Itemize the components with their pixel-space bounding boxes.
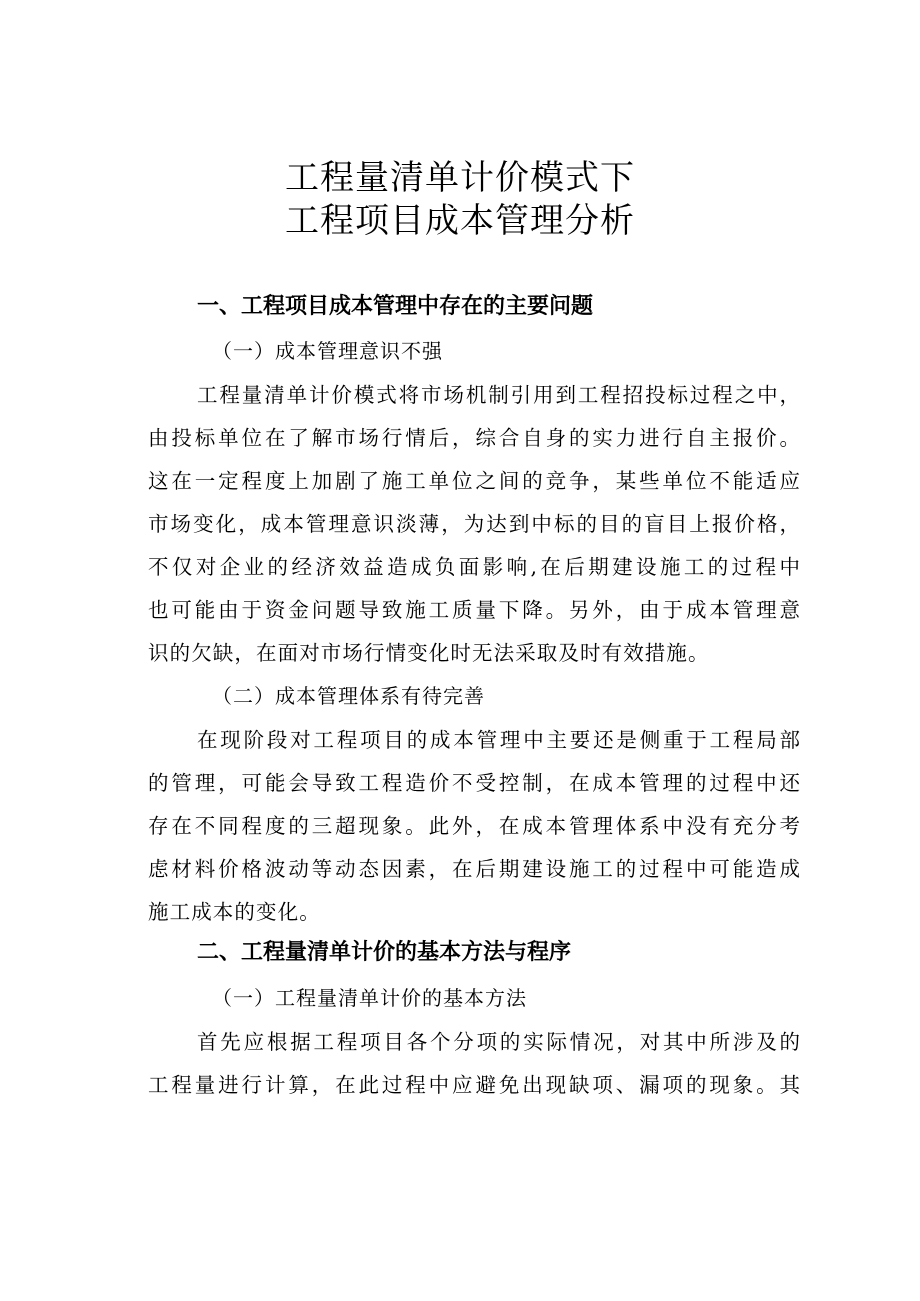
paragraph-line: 工程量清单计价模式将市场机制引用到工程招投标过程之中，	[197, 383, 800, 407]
subsection-heading-1-1: （一）成本管理意识不强	[212, 339, 443, 363]
subsection-heading-1-2: （二）成本管理体系有待完善	[212, 684, 485, 708]
paragraph-line: 首先应根据工程项目各个分项的实际情况，对其中所涉及的	[197, 1030, 800, 1054]
paragraph-line: 也可能由于资金问题导致施工质量下降。另外，由于成本管理意	[148, 598, 800, 622]
paragraph-line: 施工成本的变化。	[148, 900, 321, 924]
paragraph-line: 工程量进行计算，在此过程中应避免出现缺项、漏项的现象。其	[148, 1073, 800, 1097]
document-title-line-2: 工程项目成本管理分析	[285, 201, 635, 241]
paragraph-line: 虑材料价格波动等动态因素，在后期建设施工的过程中可能造成	[148, 857, 800, 881]
paragraph-line: 这在一定程度上加剧了施工单位之间的竞争，某些单位不能适应	[148, 469, 800, 493]
paragraph-line: 由投标单位在了解市场行情后，综合自身的实力进行自主报价。	[148, 426, 800, 450]
paragraph-line: 在现阶段对工程项目的成本管理中主要还是侧重于工程局部	[197, 728, 800, 752]
subsection-heading-2-1: （一）工程量清单计价的基本方法	[212, 986, 527, 1010]
section-heading-1: 一、工程项目成本管理中存在的主要问题	[197, 294, 594, 319]
paragraph-line: 存在不同程度的三超现象。此外，在成本管理体系中没有充分考	[148, 814, 800, 838]
paragraph-line: 不仅对企业的经济效益造成负面影响,在后期建设施工的过程中	[148, 555, 800, 579]
paragraph-line: 市场变化，成本管理意识淡薄，为达到中标的目的盲目上报价格，	[148, 512, 800, 536]
document-title-line-1: 工程量清单计价模式下	[285, 158, 635, 198]
paragraph-line: 识的欠缺，在面对市场行情变化时无法采取及时有效措施。	[148, 641, 710, 665]
section-heading-2: 二、工程量清单计价的基本方法与程序	[197, 940, 572, 965]
paragraph-line: 的管理，可能会导致工程造价不受控制，在成本管理的过程中还	[148, 771, 800, 795]
